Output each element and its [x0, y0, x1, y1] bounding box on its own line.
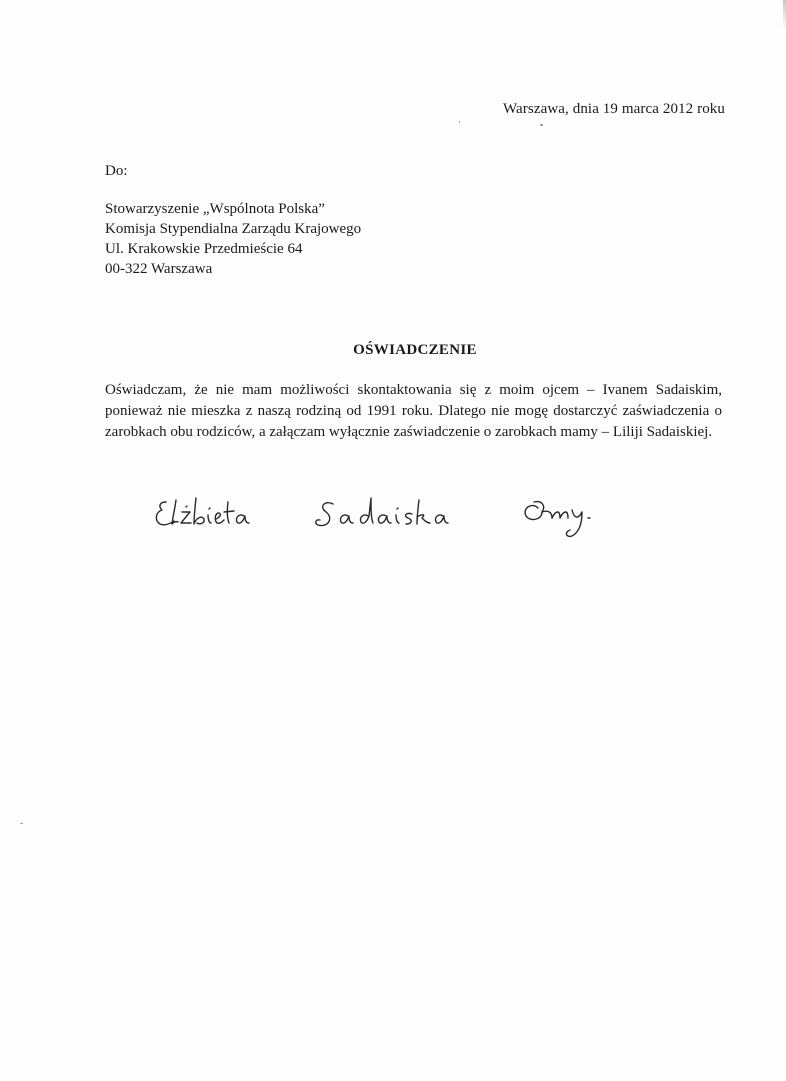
declaration-body: Oświadczam, że nie mam możliwości skontaktowania się z moim ojcem – Ivanem Sadaiskim, ponieważ nie mieszka z naszą rodziną od 1991 roku. Dlatego nie mogę dostarczyć zaświadczenia o zarobkach obu rodziców, a załączam wyłącznie zaświadczenie o zarobkach mamy – Liliji Sadaiskiej. — [105, 382, 722, 440]
recipient-committee: Komisja Stypendialna Zarządu Krajowego — [105, 221, 362, 237]
recipient-label: Do: — [105, 163, 128, 179]
scan-speck — [459, 121, 460, 123]
handwritten-signature — [150, 488, 630, 550]
scan-speck — [20, 823, 23, 824]
recipient-city: 00-322 Warszawa — [105, 261, 213, 277]
scan-speck — [540, 124, 543, 126]
recipient-address — [105, 199, 361, 279]
recipient-organization: Stowarzyszenie „Wspólnota Polska” — [105, 201, 325, 217]
recipient-street: Ul. Krakowskie Przedmieście 64 — [105, 241, 303, 257]
document-title-row — [0, 342, 786, 359]
document-title: OŚWIADCZENIE — [353, 342, 477, 358]
place-and-date: Warszawa, dnia 19 marca 2012 roku — [502, 101, 725, 117]
